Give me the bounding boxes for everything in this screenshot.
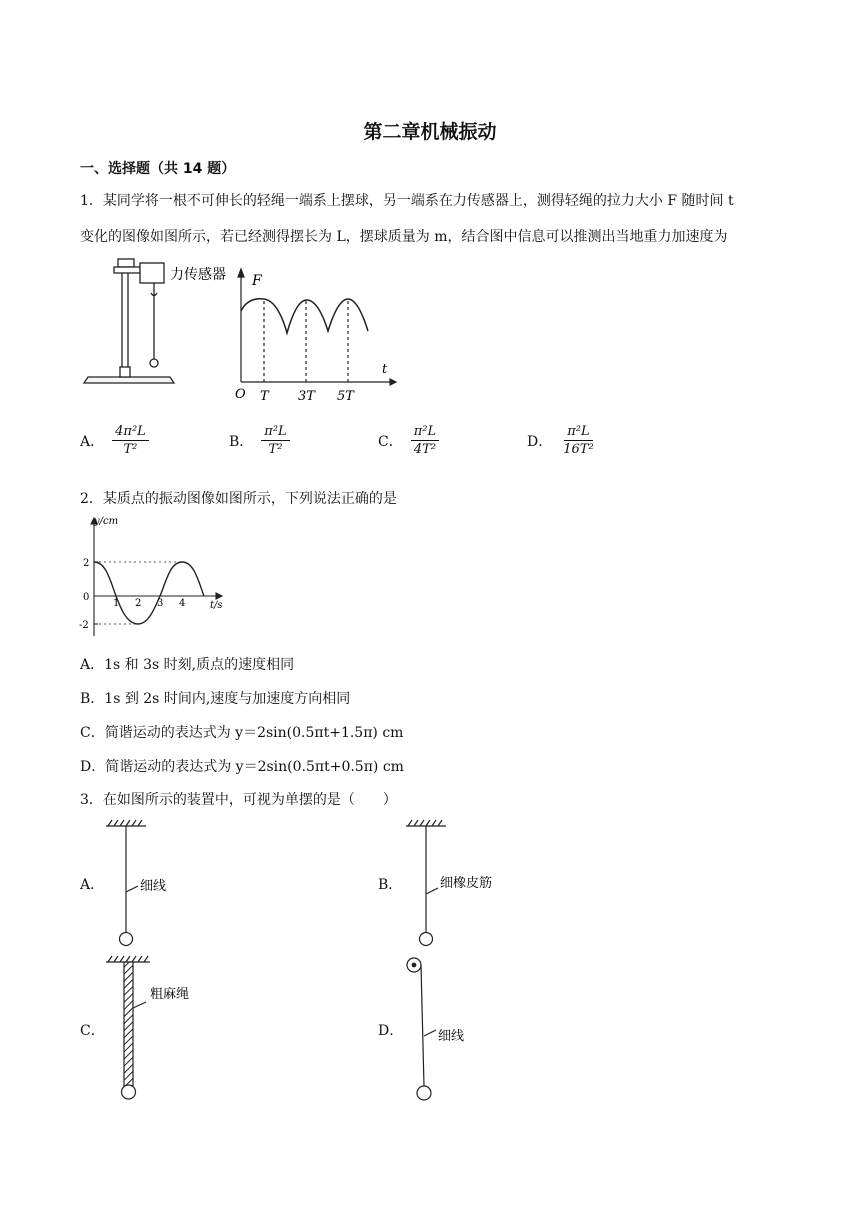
- q1-stem-line1: 1．某同学将一根不可伸长的轻绳一端系上摆球，另一端系在力传感器上，测得轻绳的拉力大小 F 随时间 t: [80, 193, 734, 209]
- tick-3T: 3T: [298, 389, 315, 404]
- q2-option-b[interactable]: B．1s 到 2s 时间内,速度与加速度方向相同: [80, 691, 351, 707]
- q2-vibration-graph: [76, 510, 236, 640]
- q2-option-d[interactable]: D．简谐运动的表达式为 y＝2sin(0.5πt+0.5π) cm: [80, 759, 404, 775]
- q3-option-b-label[interactable]: B．: [378, 877, 403, 893]
- tick-T: T: [260, 389, 269, 404]
- q3-option-a-label[interactable]: A．: [80, 877, 105, 893]
- sensor-label: 力传感器: [170, 267, 226, 283]
- q2-xtick-2: 2: [135, 598, 142, 609]
- q3-option-c-label[interactable]: C．: [80, 1023, 105, 1039]
- rope-label-d: 细线: [438, 1029, 465, 1044]
- tick-5T: 5T: [337, 389, 354, 404]
- q1-option-a[interactable]: A． $\frac{\text{4π²L}}{\text{T²}}$: [80, 424, 149, 457]
- rope-label-a: 细线: [140, 879, 167, 894]
- q2-ytick-neg2: -2: [79, 620, 89, 631]
- q1-option-b[interactable]: B． $\frac{\text{π²L}}{\text{T²}}$: [229, 424, 290, 457]
- q2-xtick-3: 3: [157, 598, 164, 609]
- q3-option-d-figure: [400, 952, 510, 1104]
- q2-y-label: y/cm: [94, 516, 119, 527]
- q2-x-label: t/s: [210, 600, 223, 611]
- rope-label-c: 粗麻绳: [150, 987, 190, 1002]
- q2-option-c[interactable]: C．简谐运动的表达式为 y＝2sin(0.5πt+1.5π) cm: [80, 725, 404, 741]
- q2-xtick-4: 4: [179, 598, 186, 609]
- q3-option-c-figure: [100, 948, 210, 1104]
- q2-ytick-2: 2: [83, 558, 90, 569]
- q1-stem-line2: 变化的图像如图所示，若已经测得摆长为 L，摆球质量为 m，结合图中信息可以推测出当地重力加速度为: [80, 229, 728, 245]
- q2-option-a[interactable]: A．1s 和 3s 时刻,质点的速度相同: [80, 657, 295, 673]
- graph-origin: O: [235, 387, 246, 402]
- fraction: $\frac{\text{π²L}}{\text{T²}}$: [261, 424, 289, 457]
- q1-option-d[interactable]: D． $\frac{\text{π²L}}{\text{16T²}}$: [527, 424, 597, 457]
- fraction: $\frac{\text{π²L}}{\text{16T²}}$: [563, 424, 594, 457]
- fraction: $\frac{\text{4π²L}}{\text{T²}}$: [112, 424, 149, 457]
- q2-xtick-1: 1: [113, 598, 120, 609]
- q3-option-b-figure: [400, 814, 510, 948]
- rope-label-b: 细橡皮筋: [440, 876, 493, 891]
- q3-stem: 3．在如图所示的装置中，可视为单摆的是（ ）: [80, 792, 397, 808]
- section-heading: 一、选择题（共 14 题）: [80, 161, 236, 177]
- graph-x-label: t: [382, 362, 388, 377]
- force-sensor-stand: [84, 259, 174, 383]
- graph-y-label: F: [252, 273, 262, 289]
- q1-option-c[interactable]: C． $\frac{\text{π²L}}{\text{4T²}}$: [378, 424, 439, 457]
- page-title: 第二章机械振动: [363, 121, 497, 143]
- q3-option-d-label[interactable]: D．: [378, 1023, 404, 1039]
- q2-stem: 2．某质点的振动图像如图所示，下列说法正确的是: [80, 491, 397, 507]
- q3-option-a-figure: [100, 814, 210, 948]
- q1-figure: [78, 255, 408, 405]
- q2-ytick-0: 0: [83, 592, 90, 603]
- fraction: $\frac{\text{π²L}}{\text{4T²}}$: [411, 424, 439, 457]
